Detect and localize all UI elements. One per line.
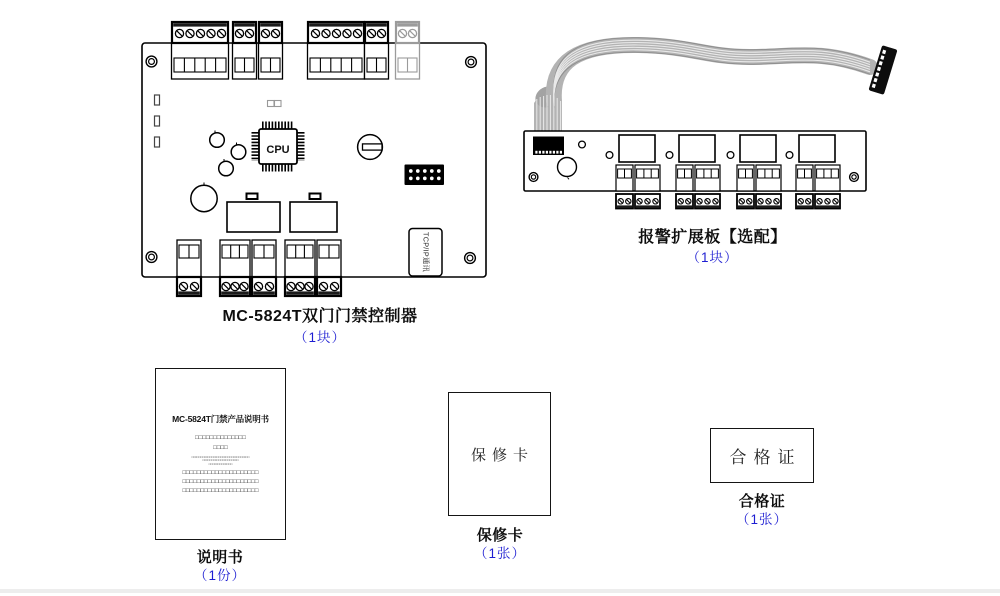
warranty-card-text: 保修卡	[470, 446, 534, 464]
mounting-hole	[146, 56, 157, 67]
terminal-block	[365, 22, 389, 79]
manual-booklet	[155, 368, 286, 540]
manual-qty: （1份）	[193, 568, 246, 583]
warranty-label: 保修卡	[476, 527, 524, 544]
pin-header	[405, 165, 445, 186]
tcpip-label: TCP/IP通讯	[421, 232, 431, 272]
terminal-block	[220, 240, 250, 296]
manual-cover-line: □□□□□□□□□□□□□	[208, 461, 233, 466]
relay	[227, 202, 280, 232]
terminal-block	[172, 22, 229, 79]
manual-cover-line: □□□□□□□□□□□□□□□□□□□□□	[182, 470, 259, 477]
buzzer	[358, 135, 383, 160]
expansion-qty: （1块）	[686, 250, 739, 265]
certificate-card	[710, 428, 814, 483]
terminal-block	[177, 240, 201, 296]
bottom-shadow	[0, 589, 1000, 593]
terminal-block	[317, 240, 341, 296]
terminal-block	[285, 240, 315, 296]
mounting-hole	[850, 173, 859, 182]
manual-cover-line: □□□□□□□□□□□□□□	[195, 435, 246, 441]
status-leds	[155, 95, 160, 147]
controller-board	[142, 22, 486, 296]
manual-cover-line: □□□□□□□□□□□□□□□□□□□□□□□□□□□□□□□□	[191, 455, 250, 459]
controller-title: MC-5824T双门门禁控制器	[222, 308, 418, 325]
manual-cover-line: □□□□□□□□□□□□□□□□□□□□□	[182, 479, 259, 486]
mounting-hole	[146, 252, 157, 263]
relay	[290, 202, 337, 232]
terminal-block	[396, 22, 420, 79]
cable-socket	[533, 137, 564, 156]
certificate-qty: （1张）	[735, 512, 788, 527]
status-led	[579, 141, 586, 148]
terminal-block	[308, 22, 365, 79]
certificate-card-text: 合格证	[729, 448, 802, 467]
cpu-label: CPU	[266, 143, 290, 156]
expansion-board	[524, 131, 866, 209]
terminal-block	[233, 22, 257, 79]
manual-label: 说明书	[196, 549, 244, 566]
mounting-hole	[466, 57, 477, 68]
manual-cover-title: MC-5824T门禁产品说明书	[172, 414, 269, 424]
manual-cover-line: □□□□□□□□□□□□□□□□□□□□	[202, 458, 239, 463]
mounting-hole	[465, 253, 476, 264]
controller-qty: （1块）	[293, 330, 346, 345]
manual-cover-line: □□□□□□□□□□□□□□□□□□□□□	[182, 488, 259, 495]
manual-cover-line: □□□□	[213, 445, 228, 451]
warranty-qty: （1张）	[473, 546, 526, 561]
terminal-block	[259, 22, 283, 79]
cpu-chip	[255, 125, 301, 168]
mounting-hole	[529, 173, 538, 182]
terminal-block	[252, 240, 276, 296]
certificate-label: 合格证	[738, 493, 786, 510]
expansion-title: 报警扩展板【选配】	[638, 229, 787, 246]
tcpip-port	[409, 229, 442, 277]
warranty-card	[448, 392, 551, 516]
smd-component	[268, 101, 282, 107]
ribbon-cable	[532, 38, 898, 137]
